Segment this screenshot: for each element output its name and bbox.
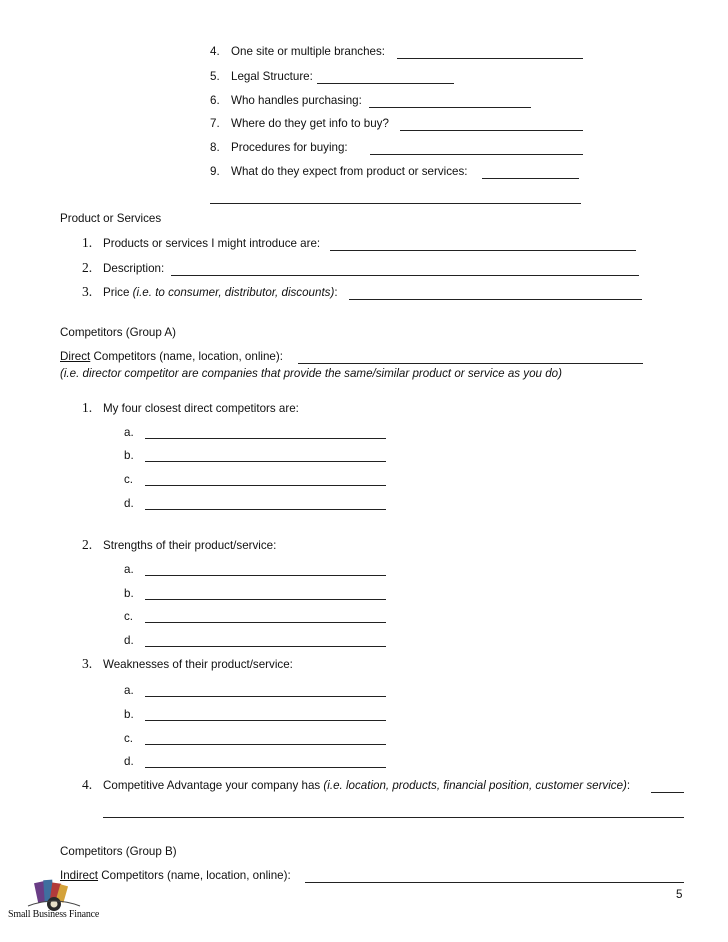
prospect-item-5-label: Legal Structure:	[231, 70, 313, 83]
answer-line[interactable]	[145, 599, 386, 600]
competitors-q2-number: 2.	[82, 537, 93, 552]
answer-line[interactable]	[369, 107, 531, 108]
q2-letter-d: d.	[124, 634, 134, 647]
answer-line[interactable]	[103, 817, 684, 818]
prospect-item-7-label: Where do they get info to buy?	[231, 117, 389, 130]
advantage-note: (i.e. location, products, financial position, customer service)	[323, 779, 627, 792]
answer-line[interactable]	[210, 203, 581, 204]
product-item-3-label	[103, 286, 338, 299]
advantage-label: Competitive Advantage your company has	[103, 779, 324, 792]
competitors-q1-label: My four closest direct competitors are:	[103, 402, 299, 415]
competitors-q4-label	[103, 779, 630, 792]
product-item-3-number: 3.	[82, 284, 93, 299]
section-heading-competitors-a: Competitors (Group A)	[60, 326, 176, 339]
price-note: (i.e. to consumer, distributor, discounts)	[132, 286, 335, 299]
price-colon: :	[334, 286, 338, 299]
competitors-q4-number: 4.	[82, 777, 93, 792]
answer-line[interactable]	[145, 696, 386, 697]
direct-label-text: Competitors (name, location, online):	[90, 350, 283, 363]
direct-competitors-label	[60, 350, 283, 363]
section-heading-product: Product or Services	[60, 212, 162, 225]
direct-competitors-note: (i.e. director competitor are companies that provide the same/similar product or service as you do)	[60, 367, 562, 380]
prospect-item-6-number: 6.	[210, 94, 220, 107]
prospect-item-5-number: 5.	[210, 70, 220, 83]
prospect-item-7-number: 7.	[210, 117, 220, 130]
prospect-item-4-number: 4.	[210, 45, 220, 58]
q3-letter-a: a.	[124, 684, 134, 697]
answer-line[interactable]	[397, 58, 583, 59]
answer-line[interactable]	[145, 461, 386, 462]
product-item-1-number: 1.	[82, 235, 93, 250]
competitors-q3-label: Weaknesses of their product/service:	[103, 658, 293, 671]
q1-letter-b: b.	[124, 449, 134, 462]
answer-line[interactable]	[370, 154, 583, 155]
page-number: 5	[676, 888, 683, 901]
answer-line[interactable]	[482, 178, 579, 179]
q2-letter-c: c.	[124, 610, 134, 623]
q1-letter-c: c.	[124, 473, 134, 486]
logo-text: Small Business Finance	[8, 909, 100, 920]
q3-letter-b: b.	[124, 708, 134, 721]
answer-line[interactable]	[651, 792, 684, 793]
q3-letter-c: c.	[124, 732, 134, 745]
answer-line[interactable]	[145, 438, 386, 439]
answer-line[interactable]	[145, 485, 386, 486]
answer-line[interactable]	[145, 767, 386, 768]
price-label: Price	[103, 286, 133, 299]
answer-line[interactable]	[317, 83, 454, 84]
direct-word: Direct	[60, 350, 91, 363]
product-item-2-number: 2.	[82, 260, 93, 275]
answer-line[interactable]	[298, 363, 643, 364]
q2-letter-b: b.	[124, 587, 134, 600]
answer-line[interactable]	[330, 250, 636, 251]
answer-line[interactable]	[145, 744, 386, 745]
indirect-word: Indirect	[60, 869, 99, 882]
section-heading-competitors-b: Competitors (Group B)	[60, 845, 177, 858]
indirect-competitors-label	[60, 869, 291, 882]
q1-letter-d: d.	[124, 497, 134, 510]
prospect-item-8-label: Procedures for buying:	[231, 141, 348, 154]
prospect-item-9-label: What do they expect from product or services:	[231, 165, 468, 178]
answer-line[interactable]	[145, 720, 386, 721]
competitors-q1-number: 1.	[82, 400, 93, 415]
product-item-1-label: Products or services I might introduce are:	[103, 237, 321, 250]
answer-line[interactable]	[145, 622, 386, 623]
prospect-item-6-label: Who handles purchasing:	[231, 94, 362, 107]
q1-letter-a: a.	[124, 426, 134, 439]
answer-line[interactable]	[145, 646, 386, 647]
indirect-label-text: Competitors (name, location, online):	[98, 869, 291, 882]
answer-line[interactable]	[145, 509, 386, 510]
answer-line[interactable]	[145, 575, 386, 576]
advantage-colon: :	[626, 779, 631, 792]
competitors-q2-label: Strengths of their product/service:	[103, 539, 277, 552]
answer-line[interactable]	[400, 130, 583, 131]
q2-letter-a: a.	[124, 563, 134, 576]
competitors-q3-number: 3.	[82, 656, 93, 671]
prospect-item-4-label: One site or multiple branches:	[231, 45, 386, 58]
answer-line[interactable]	[305, 882, 684, 883]
answer-line[interactable]	[171, 275, 639, 276]
product-item-2-label: Description:	[103, 262, 165, 275]
prospect-item-8-number: 8.	[210, 141, 220, 154]
q3-letter-d: d.	[124, 755, 134, 768]
answer-line[interactable]	[349, 299, 642, 300]
prospect-item-9-number: 9.	[210, 165, 220, 178]
